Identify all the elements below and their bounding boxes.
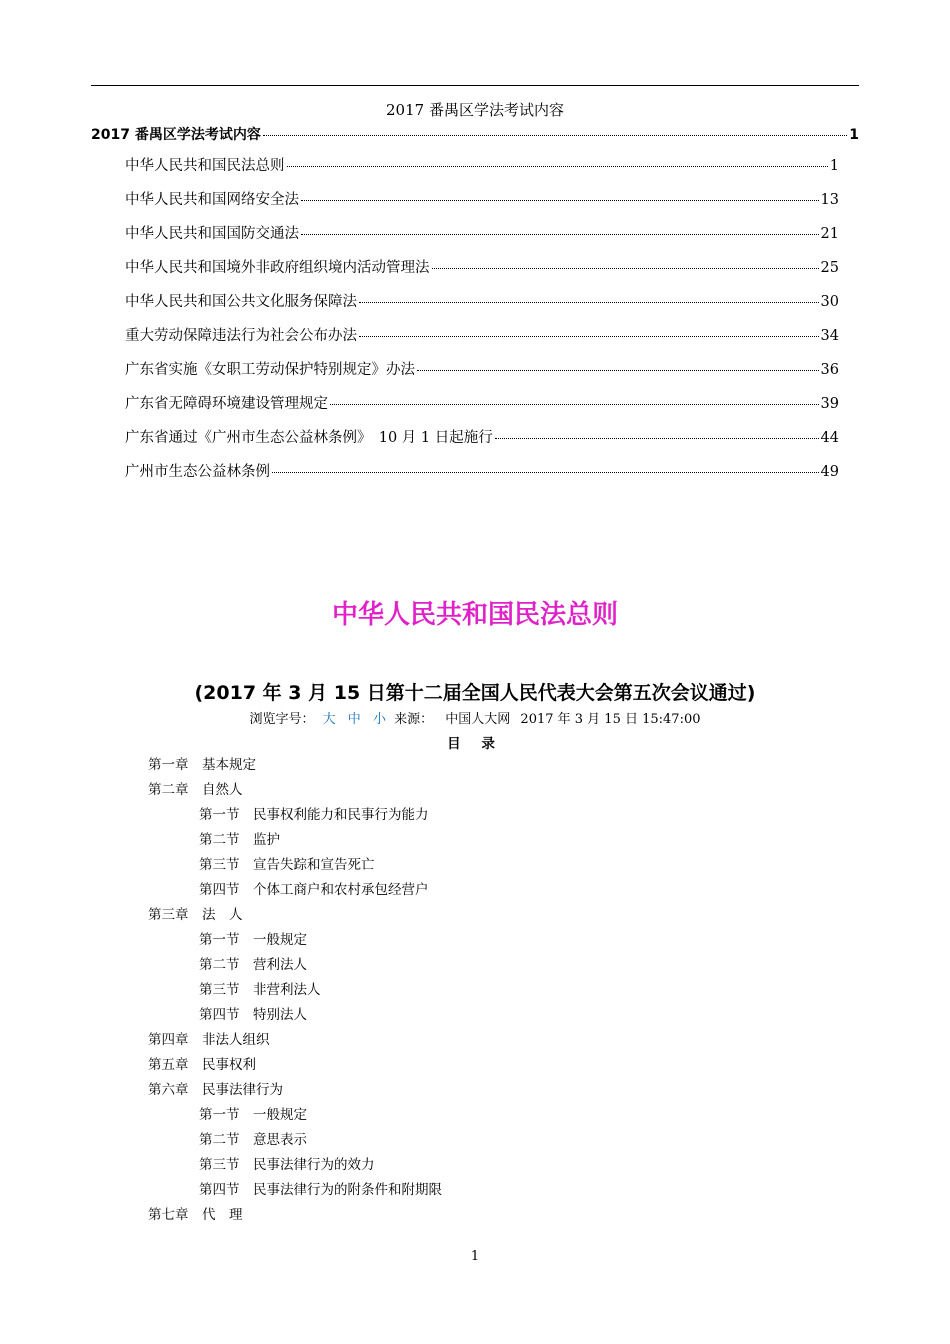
toc-leader-dots	[263, 135, 847, 136]
toc-entry-label: 中华人民共和国公共文化服务保障法	[125, 294, 357, 310]
toc-entry-page: 30	[820, 294, 839, 310]
toc-entry-label: 广东省实施《女职工劳动保护特别规定》办法	[125, 362, 415, 378]
toc-entry[interactable]	[91, 154, 859, 188]
law-subtitle: (2017 年 3 月 15 日第十二届全国人民代表大会第五次会议通过)	[194, 682, 756, 704]
contents-section: 第一节 一般规定	[199, 1107, 307, 1123]
toc-leader-dots	[287, 166, 828, 167]
contents-section: 第三节 宣告失踪和宣告死亡	[199, 857, 375, 873]
toc-entry-label: 中华人民共和国境外非政府组织境内活动管理法	[125, 260, 430, 276]
toc-entry-label: 重大劳动保障违法行为社会公布办法	[125, 328, 357, 344]
contents-heading: 目 录	[447, 736, 503, 752]
contents-section: 第二节 营利法人	[199, 957, 307, 973]
contents-chapter: 第一章 基本规定	[148, 757, 256, 773]
contents-section: 第三节 民事法律行为的效力	[199, 1157, 375, 1173]
toc-entry-page: 25	[820, 260, 839, 276]
contents-section: 第二节 监护	[199, 832, 280, 848]
toc-leader-dots	[359, 336, 819, 337]
toc-entry[interactable]	[91, 426, 859, 460]
toc-leader-dots	[301, 200, 819, 201]
toc-entry-label: 广州市生态公益林条例	[125, 464, 270, 480]
toc-entry[interactable]	[91, 290, 859, 324]
toc-entry[interactable]	[91, 392, 859, 426]
law-contents	[148, 753, 848, 1228]
contents-section: 第四节 民事法律行为的附条件和附期限	[199, 1182, 442, 1198]
toc-leader-dots	[330, 404, 819, 405]
toc-entry-label: 广东省通过《广州市生态公益林条例》 10 月 1 日起施行	[125, 430, 493, 446]
contents-chapter: 第三章 法 人	[148, 907, 243, 923]
toc-leader-dots	[495, 438, 819, 439]
source-label: 来源：	[394, 712, 434, 727]
toc-entry-page: 1	[849, 127, 859, 143]
toc-entry[interactable]	[91, 460, 859, 494]
contents-section: 第四节 个体工商户和农村承包经营户	[199, 882, 429, 898]
toc-entry-label: 中华人民共和国网络安全法	[125, 192, 299, 208]
toc-entry-label: 2017 番禺区学法考试内容	[91, 127, 261, 143]
contents-chapter: 第七章 代 理	[148, 1207, 243, 1223]
toc-entry-page: 1	[829, 158, 839, 174]
contents-section: 第四节 特别法人	[199, 1007, 307, 1023]
contents-section: 第一节 一般规定	[199, 932, 307, 948]
article-meta	[0, 708, 950, 727]
toc-entry-label: 中华人民共和国民法总则	[125, 158, 285, 174]
toc-leader-dots	[432, 268, 819, 269]
toc-leader-dots	[417, 370, 819, 371]
header-rule	[91, 85, 859, 86]
toc-entry[interactable]	[91, 256, 859, 290]
toc-entry-page: 21	[820, 226, 839, 242]
contents-chapter: 第二章 自然人	[148, 782, 243, 798]
law-title: 中华人民共和国民法总则	[331, 600, 618, 630]
toc-entry[interactable]	[91, 124, 859, 154]
toc-entry-page: 44	[820, 430, 839, 446]
font-size-medium-button[interactable]: 中	[347, 712, 361, 727]
font-size-label: 浏览字号：	[249, 712, 315, 727]
toc-entry-label: 中华人民共和国国防交通法	[125, 226, 299, 242]
toc-leader-dots	[359, 302, 819, 303]
toc-leader-dots	[301, 234, 819, 235]
contents-section: 第三节 非营利法人	[199, 982, 321, 998]
toc-entry-label: 广东省无障碍环境建设管理规定	[125, 396, 328, 412]
publish-datetime: 2017 年 3 月 15 日 15:47:00	[520, 712, 701, 727]
contents-chapter: 第五章 民事权利	[148, 1057, 256, 1073]
font-size-large-button[interactable]: 大	[322, 712, 336, 727]
source-name: 中国人大网	[445, 712, 511, 727]
table-of-contents	[91, 124, 859, 494]
toc-entry[interactable]	[91, 188, 859, 222]
contents-section: 第二节 意思表示	[199, 1132, 307, 1148]
toc-entry[interactable]	[91, 358, 859, 392]
toc-entry-page: 39	[820, 396, 839, 412]
toc-entry-page: 49	[820, 464, 839, 480]
toc-entry-page: 36	[820, 362, 839, 378]
toc-leader-dots	[272, 472, 819, 473]
contents-chapter: 第六章 民事法律行为	[148, 1082, 283, 1098]
toc-entry[interactable]	[91, 222, 859, 256]
contents-section: 第一节 民事权利能力和民事行为能力	[199, 807, 429, 823]
page-number: 1	[470, 1249, 480, 1264]
toc-entry-page: 13	[820, 192, 839, 208]
page-header-title: 2017 番禺区学法考试内容	[386, 101, 564, 119]
toc-entry[interactable]	[91, 324, 859, 358]
toc-entry-page: 34	[820, 328, 839, 344]
contents-chapter: 第四章 非法人组织	[148, 1032, 270, 1048]
font-size-small-button[interactable]: 小	[372, 712, 386, 727]
